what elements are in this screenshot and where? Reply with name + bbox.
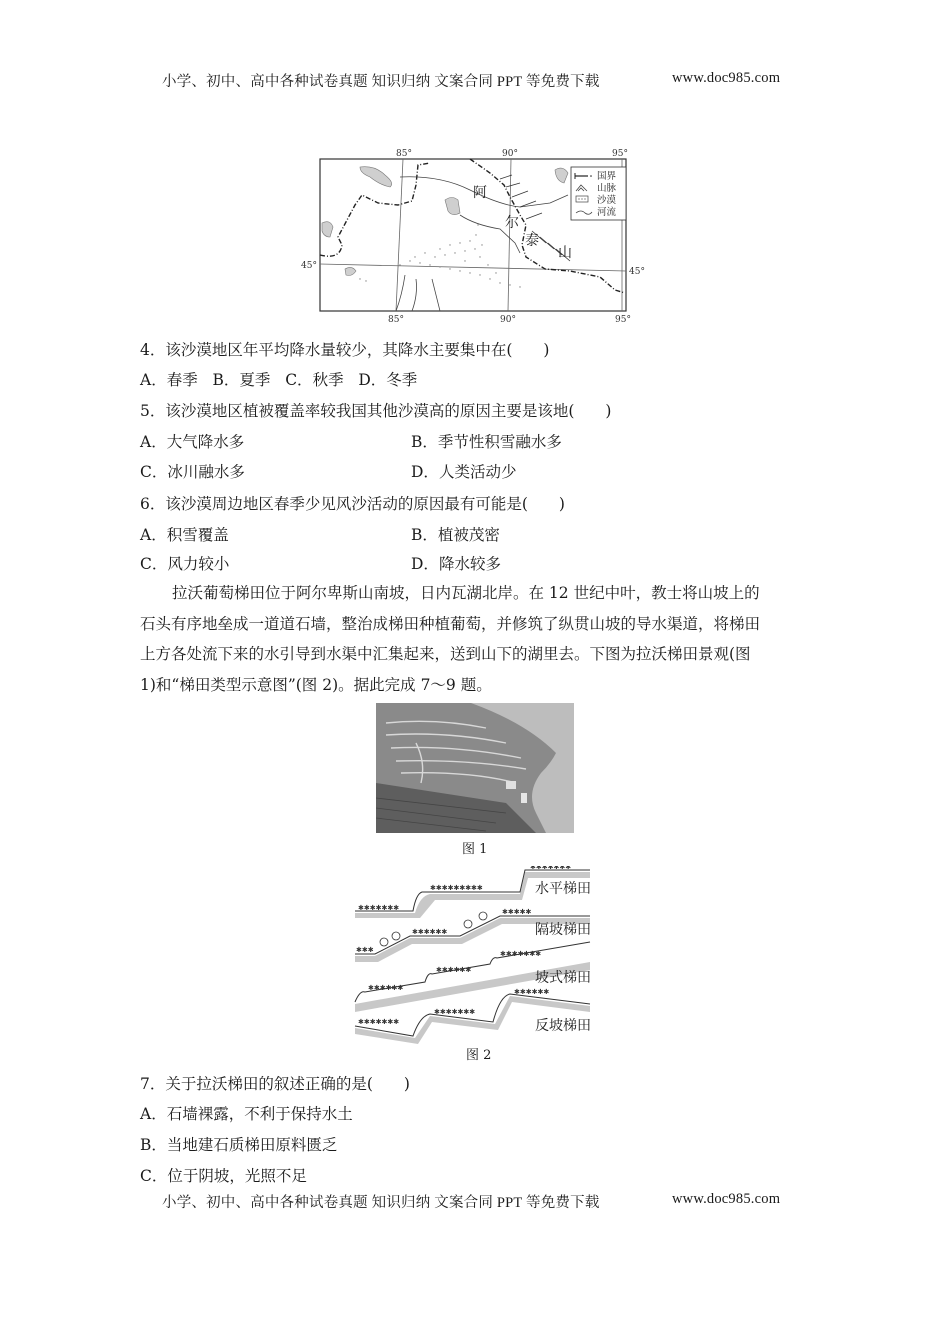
legend-river-label: 河流 xyxy=(597,207,617,218)
question-4-stem xyxy=(140,338,549,360)
tick-bottom-90: 90° xyxy=(500,315,516,325)
svg-text:✱✱✱✱✱✱: ✱✱✱✱✱✱ xyxy=(368,984,404,992)
q6-option-b[interactable]: B．植被茂密 xyxy=(411,526,500,544)
header-text: 小学、初中、高中各种试卷真题 知识归纳 文案合同 PPT 等免费下载 xyxy=(162,74,600,90)
map-label-a: 阿 xyxy=(473,185,487,201)
question-text: 该沙漠地区植被覆盖率较我国其他沙漠高的原因主要是该地( ) xyxy=(165,402,612,420)
question-text: 关于拉沃梯田的叙述正确的是( ) xyxy=(165,1075,410,1093)
altai-map-figure xyxy=(300,145,650,325)
page-footer xyxy=(162,1191,802,1212)
passage-line-4: 1)和“梯田类型示意图”(图 2)。据此完成 7～9 题。 xyxy=(140,675,492,694)
lavaux-passage xyxy=(140,578,815,700)
svg-text:✱✱✱✱✱: ✱✱✱✱✱ xyxy=(502,908,532,916)
svg-text:✱✱✱✱✱✱: ✱✱✱✱✱✱ xyxy=(514,988,550,996)
option-d[interactable]: D．冬季 xyxy=(358,371,418,389)
label-reverse-slope-terrace: 反坡梯田 xyxy=(535,1018,591,1034)
q7-option-a[interactable]: A．石墙裸露，不利于保持水土 xyxy=(140,1105,353,1123)
svg-text:✱✱✱✱✱✱: ✱✱✱✱✱✱ xyxy=(436,966,472,974)
question-text: 该沙漠周边地区春季少见风沙活动的原因最有可能是( ) xyxy=(165,495,565,513)
question-text: 该沙漠地区年平均降水量较少，其降水主要集中在( ) xyxy=(165,341,550,359)
question-number: 4． xyxy=(140,341,166,359)
tick-top-85: 85° xyxy=(396,149,412,159)
tick-top-90: 90° xyxy=(502,149,518,159)
question-number: 5． xyxy=(140,402,166,420)
label-sloping-terrace: 坡式梯田 xyxy=(535,970,591,986)
legend-desert-label: 沙漠 xyxy=(597,195,617,206)
figure-1-caption: 图 1 xyxy=(462,842,488,857)
map-label-shan: 山 xyxy=(558,245,572,261)
map-legend xyxy=(571,167,626,220)
label-level-terrace: 水平梯田 xyxy=(535,881,591,897)
svg-text:✱✱✱✱✱✱✱: ✱✱✱✱✱✱✱ xyxy=(358,904,400,912)
legend-border-label: 国界 xyxy=(597,171,617,182)
q7-option-b[interactable]: B．当地建石质梯田原料匮乏 xyxy=(140,1136,338,1154)
q5-option-b[interactable]: B．季节性积雪融水多 xyxy=(411,433,562,451)
passage-line-2: 石头有序地垒成一道道石墙，整治成梯田种植葡萄，并修筑了纵贯山坡的导水渠道，将梯田 xyxy=(140,614,761,633)
q5-option-a[interactable]: A．大气降水多 xyxy=(140,433,245,451)
lat-left-45: 45° xyxy=(301,261,317,271)
passage-line-1: 拉沃葡萄梯田位于阿尔卑斯山南坡，日内瓦湖北岸。在 12 世纪中叶，教士将山坡上的 xyxy=(172,584,760,602)
q6-option-a[interactable]: A．积雪覆盖 xyxy=(140,526,229,544)
map-label-tai: 泰 xyxy=(525,233,539,249)
legend-mountain-label: 山脉 xyxy=(597,183,617,194)
header-site-link[interactable]: www.doc985.com xyxy=(672,70,781,86)
q7-option-c[interactable]: C．位于阴坡，光照不足 xyxy=(140,1167,307,1185)
question-number: 7． xyxy=(140,1075,166,1093)
q6-option-d[interactable]: D．降水较多 xyxy=(411,555,501,573)
svg-text:✱✱✱✱✱✱✱: ✱✱✱✱✱✱✱ xyxy=(358,1018,400,1026)
svg-text:✱✱✱✱✱✱✱✱✱: ✱✱✱✱✱✱✱✱✱ xyxy=(430,884,483,892)
map-label-er: 尔 xyxy=(505,215,519,231)
svg-text:✱✱✱: ✱✱✱ xyxy=(356,946,374,954)
svg-text:✱✱✱✱✱✱: ✱✱✱✱✱✱ xyxy=(412,928,448,936)
figure-2-caption: 图 2 xyxy=(466,1048,492,1063)
question-7-stem xyxy=(140,1072,410,1094)
label-separated-terrace: 隔坡梯田 xyxy=(535,922,591,938)
tick-bottom-95: 95° xyxy=(615,315,631,325)
option-a[interactable]: A．春季 xyxy=(140,371,198,389)
option-c[interactable]: C．秋季 xyxy=(285,371,344,389)
map-svg xyxy=(300,145,650,325)
passage-line-3: 上方各处流下来的水引导到水渠中汇集起来，送到山下的湖里去。下图为拉沃梯田景观(图 xyxy=(140,645,751,663)
svg-text:✱✱✱✱✱✱✱: ✱✱✱✱✱✱✱ xyxy=(530,866,572,871)
lat-right-45: 45° xyxy=(629,267,645,277)
question-5-stem xyxy=(140,399,611,421)
svg-text:✱✱✱✱✱✱✱: ✱✱✱✱✱✱✱ xyxy=(500,950,542,958)
page-header xyxy=(162,70,802,91)
tick-top-95: 95° xyxy=(612,149,628,159)
svg-text:✱✱✱✱✱✱✱: ✱✱✱✱✱✱✱ xyxy=(434,1008,476,1016)
question-4-options xyxy=(140,368,417,390)
footer-text: 小学、初中、高中各种试卷真题 知识归纳 文案合同 PPT 等免费下载 xyxy=(162,1195,600,1211)
option-b[interactable]: B．夏季 xyxy=(212,371,271,389)
q5-option-d[interactable]: D．人类活动少 xyxy=(411,463,517,481)
q6-option-c[interactable]: C．风力较小 xyxy=(140,555,230,573)
lavaux-terrace-photo xyxy=(376,703,574,833)
tick-bottom-85: 85° xyxy=(388,315,404,325)
footer-site-link[interactable]: www.doc985.com xyxy=(672,1191,781,1207)
q5-option-c[interactable]: C．冰川融水多 xyxy=(140,463,245,481)
question-6-stem xyxy=(140,492,565,514)
question-number: 6． xyxy=(140,495,166,513)
